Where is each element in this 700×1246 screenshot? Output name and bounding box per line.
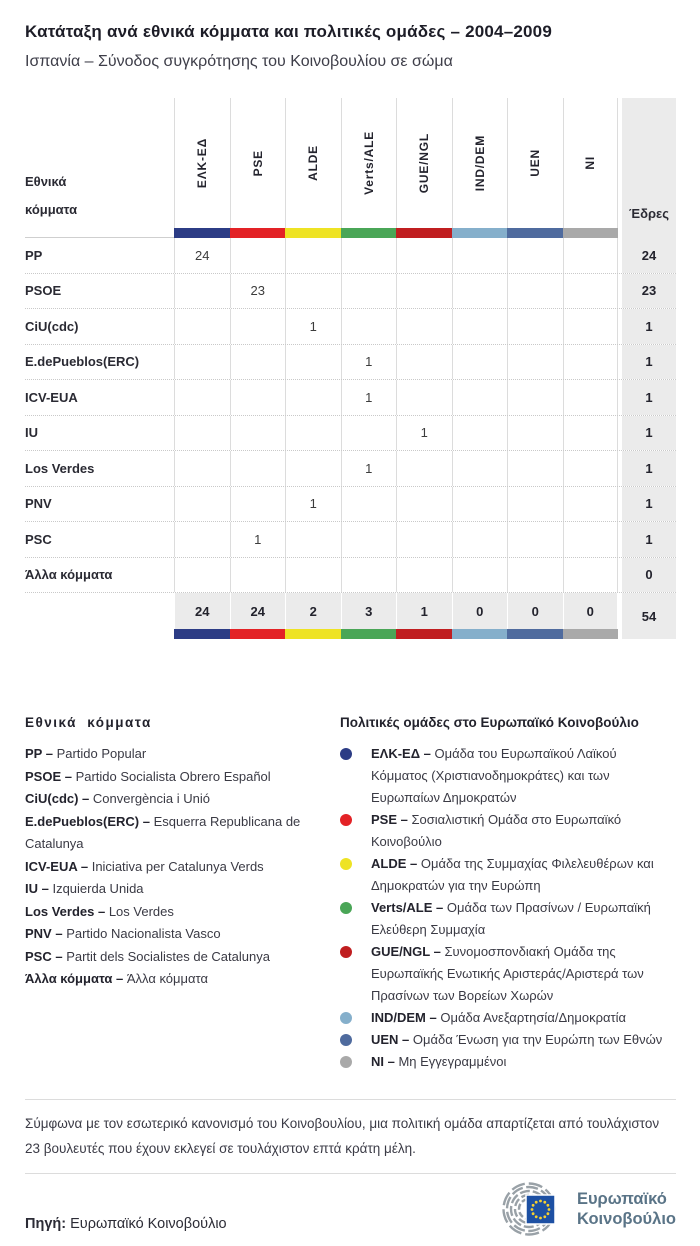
group-color-bar xyxy=(174,629,230,639)
value-cell xyxy=(230,451,286,486)
seats-value-cell: 0 xyxy=(622,558,676,593)
group-header-cell xyxy=(285,98,341,228)
totals-row-label-cell xyxy=(25,593,174,629)
legend-party-abbr: Los Verdes – xyxy=(25,903,109,919)
value-cell xyxy=(285,416,341,451)
value-cell: 1 xyxy=(396,416,452,451)
legend-group-item xyxy=(340,1007,676,1029)
party-name-cell: PSC xyxy=(25,531,52,547)
legend-group-text: GUE/NGL – Συνομοσπονδιακή Ομάδα της Ευρωπαϊκής Ενωτικής Αριστεράς/Αριστερά των Πρασίνων των Βορείων Χωρών xyxy=(371,944,644,1003)
legend-party-item: CiU(cdc) – Convergència i Unió xyxy=(25,791,210,806)
table-row xyxy=(25,451,676,487)
value-cell xyxy=(507,522,563,557)
value-cell xyxy=(341,416,397,451)
seats-value-cell: 1 xyxy=(622,345,676,380)
legend-group-abbr: IND/DEM – xyxy=(371,1010,441,1025)
value-cell xyxy=(396,345,452,380)
group-color-bar xyxy=(507,629,563,639)
seats-value-cell: 24 xyxy=(622,238,676,273)
national-parties-column-header: Εθνικά κόμματα xyxy=(25,174,78,217)
value-cell xyxy=(174,487,230,522)
value-cell xyxy=(285,380,341,415)
group-color-bar xyxy=(285,629,341,639)
group-totals xyxy=(174,593,618,629)
legend-group-abbr: ALDE – xyxy=(371,856,421,871)
value-cell xyxy=(174,451,230,486)
group-header-label: ALDE xyxy=(306,145,321,181)
ep-logo-text: Ευρωπαϊκό Κοινοβούλιο xyxy=(576,1190,676,1228)
group-color-bar xyxy=(230,228,286,238)
legend-group-abbr: NI – xyxy=(371,1054,399,1069)
value-cell xyxy=(396,558,452,593)
table-row xyxy=(25,380,676,416)
ep-hemicycle-icon xyxy=(495,1180,571,1238)
group-color-bar xyxy=(563,228,619,238)
value-cell xyxy=(563,451,619,486)
value-cell xyxy=(452,274,508,309)
group-header-cell xyxy=(174,98,230,228)
group-total-cell: 0 xyxy=(563,593,619,629)
seats-value-cell: 1 xyxy=(622,487,676,522)
value-cell xyxy=(230,558,286,593)
value-cell xyxy=(174,416,230,451)
legend-party-item: ICV-EUA – Iniciativa per Catalunya Verds xyxy=(25,858,264,874)
table-row xyxy=(25,309,676,345)
footnote-section xyxy=(25,1099,676,1174)
legend-party-item: Άλλα κόμματα – Άλλα κόμματα xyxy=(25,971,208,986)
value-cell: 24 xyxy=(174,238,230,273)
seats-column-bar-cell xyxy=(622,228,676,238)
value-cell: 1 xyxy=(341,380,397,415)
legend-group-item xyxy=(340,1051,676,1073)
value-cell xyxy=(341,309,397,344)
legend-group-item xyxy=(340,941,676,1007)
value-cell xyxy=(174,380,230,415)
value-cell xyxy=(285,451,341,486)
value-cell xyxy=(341,274,397,309)
group-total-cell: 3 xyxy=(341,593,397,629)
value-cell: 23 xyxy=(230,274,286,309)
value-cell xyxy=(452,558,508,593)
value-cell xyxy=(341,487,397,522)
table-row xyxy=(25,416,676,452)
table-row xyxy=(25,274,676,310)
value-cell xyxy=(452,345,508,380)
legend-party-item: E.dePueblos(ERC) – Esquerra Republicana de Catalunya xyxy=(25,813,301,851)
legend-group-item xyxy=(340,897,676,941)
value-cell xyxy=(452,380,508,415)
group-header-label: ΕΛΚ-ΕΔ xyxy=(195,137,210,189)
legend-group-text: ALDE – Ομάδα της Συμμαχίας Φιλελευθέρων και Δημοκρατών για την Ευρώπη xyxy=(371,856,654,893)
value-cell xyxy=(285,522,341,557)
group-header-label: UEN xyxy=(528,149,543,177)
party-name-cell: IU xyxy=(25,425,38,441)
party-name-cell: CiU(cdc) xyxy=(25,318,79,334)
value-cell xyxy=(563,238,619,273)
party-name-cell: Los Verdes xyxy=(25,460,95,476)
value-cell: 1 xyxy=(341,451,397,486)
legend-party-abbr: IU – xyxy=(25,881,53,896)
value-cell: 1 xyxy=(285,309,341,344)
legend-color-dot xyxy=(340,1012,352,1024)
value-cell xyxy=(230,487,286,522)
value-cell xyxy=(174,274,230,309)
group-total-cell: 0 xyxy=(507,593,563,629)
value-cell xyxy=(230,238,286,273)
value-cell xyxy=(230,309,286,344)
political-groups-legend xyxy=(340,715,676,1073)
group-total-cell: 24 xyxy=(174,593,230,629)
value-cell xyxy=(563,558,619,593)
legend-color-dot xyxy=(340,748,352,760)
legend-party-abbr: PSOE – xyxy=(25,768,76,784)
results-table xyxy=(25,98,676,639)
group-color-bar xyxy=(396,629,452,639)
seats-column-header: Έδρες xyxy=(622,98,676,228)
value-cell xyxy=(452,416,508,451)
party-name-cell: PP xyxy=(25,247,43,263)
value-cell xyxy=(230,345,286,380)
seats-value-cell: 1 xyxy=(622,451,676,486)
legend-group-item xyxy=(340,743,676,809)
group-color-bars-bottom xyxy=(174,629,618,639)
legend-group-item xyxy=(340,809,676,853)
group-color-bars xyxy=(174,228,618,238)
totals-row xyxy=(25,593,676,629)
value-cell xyxy=(174,345,230,380)
seats-value-cell: 1 xyxy=(622,416,676,451)
legend-party-abbr: PP – xyxy=(25,746,57,761)
value-cell xyxy=(507,274,563,309)
group-color-bar xyxy=(563,629,619,639)
source-label: Πηγή: xyxy=(25,1216,67,1232)
value-cell xyxy=(230,416,286,451)
value-cell xyxy=(396,274,452,309)
legend-group-text: IND/DEM – Ομάδα Ανεξαρτησία/Δημοκρατία xyxy=(371,1010,627,1025)
footer-row xyxy=(25,1180,676,1246)
party-name-cell: ICV-EUA xyxy=(25,389,78,405)
value-cell xyxy=(452,309,508,344)
value-cell xyxy=(507,487,563,522)
group-header-label: NI xyxy=(583,156,598,170)
group-header-cell xyxy=(396,98,452,228)
legend-group-text: ΕΛΚ-ΕΔ – Ομάδα του Ευρωπαϊκού Λαϊκού Κόμματος (Χριστιανοδημοκράτες) και των Ευρωπαίων Δημοκρατών xyxy=(371,746,617,805)
group-header-cell xyxy=(452,98,508,228)
seats-value-cell: 1 xyxy=(622,309,676,344)
group-header-cell xyxy=(230,98,286,228)
value-cell xyxy=(563,416,619,451)
political-groups-legend-list xyxy=(340,743,676,1073)
table-body xyxy=(25,238,676,593)
legend-color-dot xyxy=(340,1034,352,1046)
value-cell xyxy=(507,451,563,486)
value-cell xyxy=(396,487,452,522)
table-row xyxy=(25,522,676,558)
group-total-cell: 2 xyxy=(285,593,341,629)
value-cell xyxy=(507,238,563,273)
value-cell xyxy=(396,238,452,273)
group-color-bar xyxy=(341,228,397,238)
legend-group-text: PSE – Σοσιαλιστική Ομάδα στο Ευρωπαϊκό Κοινοβούλιο xyxy=(371,812,622,849)
group-header-cell xyxy=(507,98,563,228)
value-cell: 1 xyxy=(341,345,397,380)
legend-group-text: UEN – Ομάδα Ένωση για την Ευρώπη των Εθνών xyxy=(371,1032,663,1047)
legend-group-abbr: PSE – xyxy=(371,812,412,827)
bottom-color-bar-row xyxy=(25,629,676,639)
value-cell xyxy=(563,522,619,557)
group-header-label: Verts/ALE xyxy=(361,131,376,195)
value-cell xyxy=(285,238,341,273)
value-cell xyxy=(563,345,619,380)
legend-group-text: NI – Μη Εγγεγραμμένοι xyxy=(371,1054,507,1069)
value-cell xyxy=(341,238,397,273)
legend-group-abbr: GUE/NGL – xyxy=(371,944,445,959)
european-parliament-logo xyxy=(495,1180,676,1246)
value-cell xyxy=(507,345,563,380)
legend-color-dot xyxy=(340,1056,352,1068)
value-cell xyxy=(396,380,452,415)
group-color-bar xyxy=(507,228,563,238)
page-title: Κατάταξη ανά εθνικά κόμματα και πολιτικές ομάδες – 2004–2009 xyxy=(25,22,552,41)
footnote-text: Σύμφωνα με τον εσωτερικό κανονισμό του Κοινοβουλίου, μια πολιτική ομάδα απαρτίζεται από τουλάχιστον 23 βουλευτές που έχουν εκλεγεί σε τουλάχιστον επτά κράτη μέλη. xyxy=(25,1116,660,1156)
value-cell: 1 xyxy=(230,522,286,557)
value-cell: 1 xyxy=(285,487,341,522)
value-cell xyxy=(452,238,508,273)
color-bar-row-label-cell xyxy=(25,228,174,238)
value-cell xyxy=(452,522,508,557)
value-cell xyxy=(396,522,452,557)
legend-party-item: PSC – Partit dels Socialistes de Catalunya xyxy=(25,948,270,964)
group-color-bar xyxy=(452,228,508,238)
source-value: Ευρωπαϊκό Κοινοβούλιο xyxy=(66,1216,227,1232)
group-total-cell: 1 xyxy=(396,593,452,629)
value-cell xyxy=(563,487,619,522)
value-cell xyxy=(396,451,452,486)
legend-group-abbr: Verts/ALE – xyxy=(371,900,447,915)
group-total-cell: 24 xyxy=(230,593,286,629)
value-cell xyxy=(507,558,563,593)
seats-value-cell: 1 xyxy=(622,522,676,557)
group-header-cell xyxy=(563,98,619,228)
group-color-bar xyxy=(396,228,452,238)
national-parties-legend-heading: Εθνικά κόμματα xyxy=(25,715,152,730)
value-cell xyxy=(285,345,341,380)
value-cell xyxy=(341,558,397,593)
party-name-cell: PSOE xyxy=(25,283,62,299)
group-header-cell xyxy=(341,98,397,228)
legend-party-item: PP – Partido Popular xyxy=(25,746,147,761)
legend-party-abbr: CiU(cdc) – xyxy=(25,791,93,806)
seats-value-cell: 1 xyxy=(622,380,676,415)
legend-color-dot xyxy=(340,946,352,958)
national-parties-legend xyxy=(25,715,340,1073)
legend-group-item xyxy=(340,1029,676,1051)
table-row xyxy=(25,345,676,381)
value-cell xyxy=(341,522,397,557)
value-cell xyxy=(285,274,341,309)
party-name-cell: E.dePueblos(ERC) xyxy=(25,354,140,370)
legend-party-abbr: ICV-EUA – xyxy=(25,858,92,874)
legend-group-text: Verts/ALE – Ομάδα των Πρασίνων / Ευρωπαϊκή Ελεύθερη Συμμαχία xyxy=(371,900,651,937)
value-cell xyxy=(563,274,619,309)
legend-party-item: PSOE – Partido Socialista Obrero Español xyxy=(25,768,271,784)
value-cell xyxy=(285,558,341,593)
total-seats-value: 54 xyxy=(622,593,676,629)
legends xyxy=(25,715,676,1073)
value-cell xyxy=(507,380,563,415)
legend-group-abbr: UEN – xyxy=(371,1032,413,1047)
legend-party-abbr: PNV – xyxy=(25,926,67,941)
political-groups-legend-heading: Πολιτικές ομάδες στο Ευρωπαϊκό Κοινοβούλιο xyxy=(340,715,639,730)
party-name-cell: Άλλα κόμματα xyxy=(25,567,113,583)
group-column-headers xyxy=(174,98,618,228)
value-cell xyxy=(452,487,508,522)
legend-color-dot xyxy=(340,814,352,826)
legend-party-abbr: PSC – xyxy=(25,948,67,964)
value-cell xyxy=(174,558,230,593)
group-total-cell: 0 xyxy=(452,593,508,629)
group-header-label: GUE/NGL xyxy=(417,132,432,194)
eu-flag-icon xyxy=(526,1195,555,1224)
legend-party-item: Los Verdes – Los Verdes xyxy=(25,903,174,919)
legend-color-dot xyxy=(340,858,352,870)
national-parties-legend-list xyxy=(25,743,340,991)
page-subtitle: Ισπανία – Σύνοδος συγκρότησης του Κοινοβουλίου σε σώμα xyxy=(25,53,453,70)
value-cell xyxy=(507,416,563,451)
value-cell xyxy=(563,309,619,344)
table-header-row xyxy=(25,98,676,228)
party-name-cell: PNV xyxy=(25,496,52,512)
legend-color-dot xyxy=(340,902,352,914)
group-color-bar xyxy=(452,629,508,639)
legend-group-abbr: ΕΛΚ-ΕΔ – xyxy=(371,746,435,761)
group-color-bar xyxy=(174,228,230,238)
legend-party-abbr: Άλλα κόμματα – xyxy=(25,971,127,986)
value-cell xyxy=(507,309,563,344)
table-row xyxy=(25,558,676,594)
seats-value-cell: 23 xyxy=(622,274,676,309)
value-cell xyxy=(563,380,619,415)
value-cell xyxy=(396,309,452,344)
group-color-bar xyxy=(230,629,286,639)
table-row xyxy=(25,487,676,523)
value-cell xyxy=(452,451,508,486)
group-color-bar xyxy=(341,629,397,639)
value-cell xyxy=(174,522,230,557)
legend-group-item xyxy=(340,853,676,897)
legend-party-item: IU – Izquierda Unida xyxy=(25,881,144,896)
group-color-bar-row xyxy=(25,228,676,238)
value-cell xyxy=(174,309,230,344)
legend-party-item: PNV – Partido Nacionalista Vasco xyxy=(25,926,221,941)
group-color-bar xyxy=(285,228,341,238)
group-header-label: IND/DEM xyxy=(472,134,487,192)
group-header-label: PSE xyxy=(250,149,265,177)
legend-party-abbr: E.dePueblos(ERC) – xyxy=(25,813,154,829)
table-row xyxy=(25,238,676,274)
value-cell xyxy=(230,380,286,415)
source-line xyxy=(25,1216,227,1246)
